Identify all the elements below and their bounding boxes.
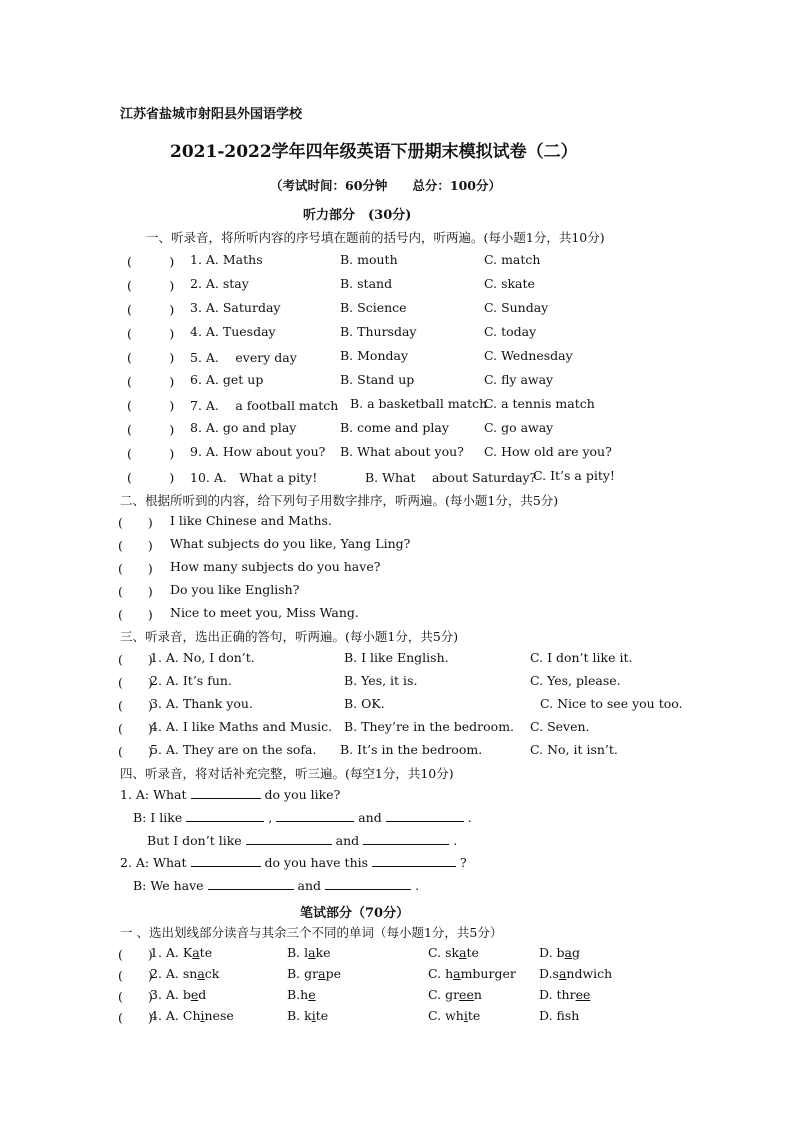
answer-bracket[interactable]: ( )	[127, 254, 175, 269]
word-part: d	[198, 987, 207, 1002]
answer-blank[interactable]	[246, 832, 332, 845]
question-row	[0, 324, 794, 344]
word-part: D. f	[539, 1008, 565, 1023]
option-a: 9. A. How about you?	[190, 444, 326, 459]
dialogue-text: .	[467, 810, 472, 825]
word-part: ke	[315, 945, 331, 960]
part1-instruction: 一、听录音，将所听内容的序号填在题前的括号内，听两遍。(每小题1分，共10分)	[146, 230, 605, 245]
response-row	[0, 673, 794, 693]
option-c	[428, 945, 479, 960]
answer-bracket[interactable]: ( )	[118, 698, 153, 713]
word-part: te	[199, 945, 213, 960]
sentence-text: Nice to meet you, Miss Wang.	[170, 605, 359, 620]
word-part: 2. A. sn	[150, 966, 198, 981]
underlined-letters: i	[200, 1008, 205, 1023]
word-part: 1. A. K	[150, 945, 193, 960]
option-a: 2. A. stay	[190, 276, 249, 291]
option-c: C. Nice to see you too.	[540, 696, 683, 711]
option-b: B. What about Saturday?	[365, 470, 537, 485]
word-part: ndwich	[566, 966, 613, 981]
sentence-text: What subjects do you like, Yang Ling?	[170, 536, 411, 551]
answer-bracket[interactable]: ( )	[127, 302, 175, 317]
dialogue-line-3	[147, 832, 457, 848]
option-b	[287, 945, 331, 960]
question-row	[0, 252, 794, 272]
listening-heading: 听力部分 (30分)	[303, 208, 412, 223]
answer-blank[interactable]	[386, 809, 464, 822]
sentence-text: Do you like English?	[170, 582, 300, 597]
option-b: B. I like English.	[344, 650, 449, 665]
option-b: B. Stand up	[340, 372, 415, 387]
option-c: C. today	[484, 324, 537, 339]
option-a: 1. A. No, I don’t.	[150, 650, 255, 665]
phonics-row	[0, 966, 794, 986]
underlined-letters: a	[308, 945, 316, 960]
answer-bracket[interactable]: ( )	[118, 561, 153, 576]
word-part: C. sk	[428, 945, 460, 960]
option-c	[428, 1008, 480, 1023]
word-part: D. thr	[539, 987, 576, 1002]
answer-bracket[interactable]: ( )	[118, 584, 153, 599]
answer-bracket[interactable]: ( )	[127, 470, 175, 485]
dialogue-text: ,	[268, 810, 273, 825]
option-d	[539, 987, 590, 1002]
option-b	[287, 966, 341, 981]
option-b: B. a basketball match	[350, 396, 488, 411]
underlined-letters: a	[453, 966, 461, 981]
option-b	[287, 987, 316, 1002]
option-b: B. What about you?	[340, 444, 464, 459]
dialogue-line-2	[133, 809, 472, 825]
option-b: B. Monday	[340, 348, 409, 363]
answer-blank[interactable]	[191, 786, 261, 799]
question-row	[0, 300, 794, 320]
option-d	[539, 945, 580, 960]
answer-blank[interactable]	[186, 809, 264, 822]
option-b: B. It’s in the bedroom.	[340, 742, 483, 757]
answer-blank[interactable]	[191, 854, 261, 867]
dialogue-text: .	[415, 878, 420, 893]
answer-bracket[interactable]: ( )	[118, 947, 153, 962]
option-a: 4. A. Tuesday	[190, 324, 276, 339]
question-row	[0, 396, 794, 416]
option-c: C. a tennis match	[484, 396, 595, 411]
option-d	[539, 1008, 579, 1023]
writing-part1-instruction: 一 、选出划线部分读音与其余三个不同的单词（每小题1分，共5分）	[120, 925, 503, 940]
answer-bracket[interactable]: ( )	[118, 1010, 153, 1025]
dialogue-text: B: I like	[133, 810, 183, 825]
answer-blank[interactable]	[363, 832, 449, 845]
dialogue-text: do you have this	[264, 855, 369, 870]
option-a: 7. A. a football match	[190, 398, 339, 413]
option-c	[428, 987, 482, 1002]
option-a: 5. A. every day	[190, 350, 297, 365]
word-part: nese	[204, 1008, 234, 1023]
option-b: B. come and play	[340, 420, 449, 435]
word-part: mburger	[460, 966, 516, 981]
option-a: 2. A. It’s fun.	[150, 673, 232, 688]
ordering-row	[0, 513, 794, 533]
answer-bracket[interactable]: ( )	[118, 515, 153, 530]
answer-blank[interactable]	[208, 877, 294, 890]
answer-bracket[interactable]: ( )	[127, 398, 175, 413]
question-row	[0, 420, 794, 440]
phonics-row	[0, 987, 794, 1007]
option-a: 6. A. get up	[190, 372, 264, 387]
underlined-letters: e	[308, 987, 316, 1002]
answer-bracket[interactable]: ( )	[118, 538, 153, 553]
dialogue-text: 1. A: What	[120, 787, 187, 802]
answer-bracket[interactable]: ( )	[127, 326, 175, 341]
underlined-letters: a	[192, 945, 200, 960]
option-a	[150, 1008, 234, 1023]
ordering-row	[0, 559, 794, 579]
underlined-letters: ee	[459, 987, 474, 1002]
option-c: C. skate	[484, 276, 535, 291]
word-part: C. wh	[428, 1008, 464, 1023]
option-c: C. Seven.	[530, 719, 590, 734]
option-c: C. It’s a pity!	[533, 468, 615, 483]
answer-bracket[interactable]: ( )	[118, 607, 153, 622]
option-c: C. No, it isn’t.	[530, 742, 618, 757]
answer-bracket[interactable]: ( )	[118, 744, 153, 759]
question-row	[0, 468, 794, 488]
dialogue-text: and	[297, 878, 322, 893]
dialogue-line-1	[120, 786, 340, 802]
part3-instruction: 三、听录音，选出正确的答句，听两遍。(每小题1分，共5分)	[120, 629, 459, 644]
word-part: sh	[564, 1008, 580, 1023]
option-b: B. stand	[340, 276, 393, 291]
option-c: C. match	[484, 252, 541, 267]
underlined-letters: i	[463, 1008, 468, 1023]
underlined-letters: i	[311, 1008, 316, 1023]
response-row	[0, 650, 794, 670]
word-part: C. gr	[428, 987, 460, 1002]
dialogue-text: .	[453, 833, 458, 848]
answer-bracket[interactable]: ( )	[127, 350, 175, 365]
underlined-letters: a	[564, 945, 572, 960]
part2-instruction: 二、根据所听到的内容，给下列句子用数字排序，听两遍。(每小题1分，共5分)	[120, 493, 559, 508]
sentence-text: How many subjects do you have?	[170, 559, 381, 574]
word-part: C. h	[428, 966, 454, 981]
option-a	[150, 966, 219, 981]
word-part: B. gr	[287, 966, 319, 981]
exam-title: 2021-2022学年四年级英语下册期末模拟试卷（二）	[170, 142, 578, 162]
option-b	[287, 1008, 328, 1023]
option-b: B. They’re in the bedroom.	[344, 719, 515, 734]
phonics-row	[0, 1008, 794, 1028]
dialogue-text: B: We have	[133, 878, 204, 893]
option-b: B. OK.	[344, 696, 385, 711]
word-part: B. k	[287, 1008, 312, 1023]
word-part: pe	[325, 966, 341, 981]
word-part: D.s	[539, 966, 559, 981]
exam-time-info: （考试时间：60分钟 总分：100分）	[270, 178, 501, 193]
ordering-row	[0, 536, 794, 556]
word-part: te	[466, 945, 479, 960]
response-row	[0, 719, 794, 739]
option-c: C. Wednesday	[484, 348, 573, 363]
answer-bracket[interactable]: ( )	[127, 278, 175, 293]
answer-bracket[interactable]: ( )	[118, 675, 153, 690]
answer-bracket[interactable]: ( )	[118, 652, 153, 667]
answer-bracket[interactable]: ( )	[127, 446, 175, 461]
option-c: C. I don’t like it.	[530, 650, 633, 665]
option-b: B. Thursday	[340, 324, 417, 339]
word-part: 3. A. b	[150, 987, 191, 1002]
part4-instruction: 四、听录音，将对话补充完整，听三遍。(每空1分，共10分)	[120, 766, 454, 781]
option-a: 5. A. They are on the sofa.	[150, 742, 317, 757]
option-c: C. How old are you?	[484, 444, 612, 459]
school-name: 江苏省盐城市射阳县外国语学校	[120, 107, 303, 122]
answer-bracket[interactable]: ( )	[118, 721, 153, 736]
word-part: 4. A. Ch	[150, 1008, 201, 1023]
phonics-row	[0, 945, 794, 965]
option-a: 4. A. I like Maths and Music.	[150, 719, 333, 734]
option-a	[150, 945, 212, 960]
option-c: C. fly away	[484, 372, 554, 387]
word-part: te	[467, 1008, 481, 1023]
option-d	[539, 966, 612, 981]
option-b: B. Yes, it is.	[344, 673, 418, 688]
word-part: te	[315, 1008, 329, 1023]
question-row	[0, 372, 794, 392]
question-row	[0, 348, 794, 368]
word-part: n	[473, 987, 482, 1002]
answer-bracket[interactable]: ( )	[118, 989, 153, 1004]
option-b: B. mouth	[340, 252, 398, 267]
dialogue-text: But I don’t like	[147, 833, 242, 848]
option-b: B. Science	[340, 300, 407, 315]
dialogue-line-4	[120, 854, 467, 870]
word-part: g	[571, 945, 580, 960]
option-a: 3. A. Saturday	[190, 300, 281, 315]
answer-bracket[interactable]: ( )	[127, 422, 175, 437]
word-part: B.h	[287, 987, 309, 1002]
dialogue-text: do you like?	[264, 787, 341, 802]
option-c	[428, 966, 516, 981]
response-row	[0, 696, 794, 716]
underlined-letters: a	[197, 966, 205, 981]
answer-bracket[interactable]: ( )	[127, 374, 175, 389]
question-row	[0, 276, 794, 296]
underlined-letters: ee	[575, 987, 591, 1002]
question-row	[0, 444, 794, 464]
option-c: C. go away	[484, 420, 554, 435]
dialogue-text: ?	[460, 855, 467, 870]
option-a: 3. A. Thank you.	[150, 696, 253, 711]
dialogue-text: and	[335, 833, 360, 848]
response-row	[0, 742, 794, 762]
underlined-letters: e	[190, 987, 199, 1002]
dialogue-line-5	[133, 877, 419, 893]
answer-blank[interactable]	[276, 809, 354, 822]
option-c: C. Yes, please.	[530, 673, 621, 688]
ordering-row	[0, 605, 794, 625]
option-a	[150, 987, 206, 1002]
ordering-row	[0, 582, 794, 602]
answer-blank[interactable]	[372, 854, 456, 867]
option-a: 10. A. What a pity!	[190, 470, 318, 485]
writing-heading: 笔试部分（70分）	[300, 906, 410, 921]
sentence-text: I like Chinese and Maths.	[170, 513, 332, 528]
option-a: 1. A. Maths	[190, 252, 263, 267]
answer-blank[interactable]	[325, 877, 411, 890]
underlined-letters: a	[318, 966, 326, 981]
option-a: 8. A. go and play	[190, 420, 297, 435]
dialogue-text: and	[358, 810, 382, 825]
word-part: ck	[204, 966, 220, 981]
answer-bracket[interactable]: ( )	[118, 968, 153, 983]
dialogue-text: 2. A: What	[120, 855, 187, 870]
option-c: C. Sunday	[484, 300, 549, 315]
underlined-letters: a	[558, 966, 567, 981]
underlined-letters: a	[459, 945, 467, 960]
word-part: B. l	[287, 945, 309, 960]
word-part: D. b	[539, 945, 565, 960]
